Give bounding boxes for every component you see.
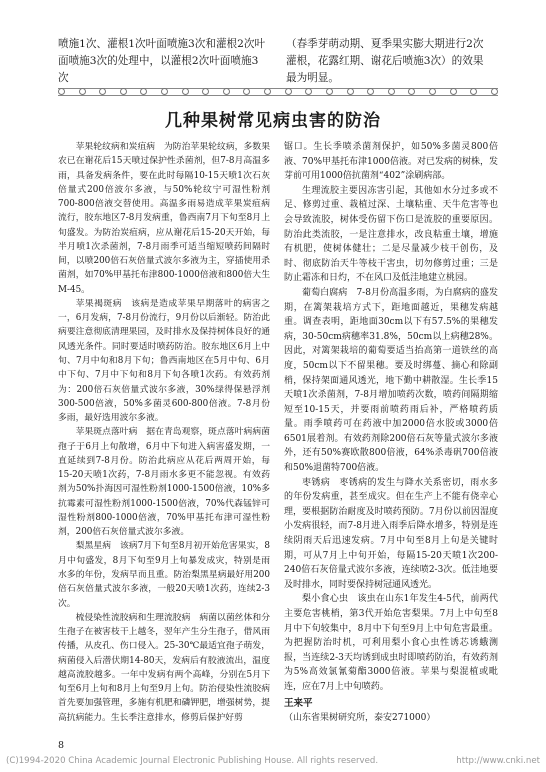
divider-dot	[99, 88, 106, 95]
paragraph-pear-scab: 梨黑星病 该病7月下旬至8月初开始危害果实，8月中旬盛发，8月下旬至9月上旬暴发成灾，特别是雨水多的年份，发病早而且重。防治梨黑星病最好用200倍石灰倍量式波尔多液，一般20天喷1次药，连续2-3次。	[58, 541, 270, 609]
paragraph-peach-gummosis: 梳侵染性流胶病和生理流胶病 病菌以菌丝体和分生孢子在被害枝干上越冬，翌年产生分生孢子，借风雨传播，从皮孔、伤口侵入。25-30℃最适宜孢子萌发，病菌侵入后潜伏期14-80天，发病后有胶液流出，温度越高流胶越多。一年中发病有两个高峰，分别在5月下旬至6月上旬和8月上旬至9月上旬。防治侵染性流胶病首先要加强管理，多施有机肥和磷钾肥，增强树势，提高抗病能力。生长季注意排水，修剪后保护好剪	[58, 612, 270, 723]
divider-dots	[58, 86, 498, 96]
continuation-text-right: （春季芽萌动期、夏季果实膨大期进行2次灌根，花露红期、谢花后喷施3次）的效果最为明显。	[286, 38, 484, 84]
divider-dot	[79, 88, 86, 95]
paragraph-jujube-rust: 枣锈病 枣锈病的发生与降水关系密切，雨水多的年份发病重，甚至成灾。但在生产上不能有侥幸心理，要根据防治耐度及时喷药预防。7月份以前因湿度小发病很轻，而7-8月进入雨季后降水增多，特别是连续阴雨天后迅速发病。7月中旬至8月上旬是关键时期，可从7月上中旬开始，每隔15-20天喷1次200-240倍石灰倍量式波尔多液，连续喷2-3次。低洼地要及时排水，同时要保持树冠通风透光。	[284, 477, 498, 590]
author-name: 王来平	[284, 697, 313, 709]
divider-dot	[450, 88, 457, 95]
divider-dot	[161, 88, 168, 95]
footer-copyright: (C)1994-2020 China Academic Journal Electronic Publishing House. All rights reserved.	[6, 756, 379, 766]
divider-dot	[223, 88, 230, 95]
paragraph-apple-ring-rot: 苹果轮纹病和炭疽病 为防治苹果轮纹病，多数果农已在谢花后15天喷过保护性杀菌剂，但7-8月高温多雨，具备发病条件，要在此时每隔10-15天喷1次石灰倍量式200倍波尔多液，与50%轮纹宁可湿性粉剂700-800倍液交替使用。高温多雨易造成苹果炭疽病流行，胶东地区7-8月发病重，鲁西南7月下旬至8月上旬盛发。为防治炭疽病，应从谢花后15-20天开始，每半月喷1次杀菌剂，7-8月雨季可适当缩短喷药间隔时间，以喷200倍石灰倍量式波尔多液为主，穿插使用杀菌剂，如70%甲基托布津800-1000倍液和800倍大生M-45。	[58, 142, 270, 295]
paragraph-grape-white-rot: 葡萄白腐病 7-8月份高温多雨，为白腐病的盛发期，在篱架栽培方式下，距地面越近，果穗发病越重。调查表明，距地面30cm以下有57.5%的果穗发病，30-50cm病穗率31.8%，50cm以上病穗28%。因此，对篱架栽培的葡萄要适当抬高第一道铁丝的高度，50cm以下不留果穗。要及时绑蔓、摘心和除副梢，保持架面通风透光，地下勤中耕散湿。生长季15天喷1次杀菌剂，7-8月增加喷药次数，喷药间隔期缩短至10-15天，并要雨前喷药雨后补，严格喷药质量。雨季喷药可在药液中加2000倍水胶或3000倍6501展着剂。有效药剂除200倍石灰等量式波尔多液外，还有50%赛欧散800倍液，64%杀毒矾700倍液和50%退菌特700倍液。	[284, 287, 498, 474]
divider-dot	[182, 88, 189, 95]
divider-dot	[429, 88, 436, 95]
paragraph-physiological-gummosis: 生理流胶主要因冻害引起，其他如水分过多或不足、修剪过重、栽植过深、土壤粘重、天牛危害等也会导致流胶，树体受伤留下伤口是流胶的重要原因。防治此类流胶，一是注意排水，改良粘重土壤，增施有机肥，使树体健壮；二是尽量减少枝干创伤，及时、彻底防治天牛等枝干害虫，切勿修剪过重；三是防止霜冻和日灼，不在风口及低洼地建立桃园。	[284, 185, 498, 284]
page-number: 8	[58, 740, 65, 751]
paragraph-apple-brown-spot: 苹果褐斑病 该病是造成苹果早期落叶的病害之一，6月发病，7-8月份流行，9月份以后渐轻。防治此病要注意彻底清理果园，及时排水及保持树体良好的通风透光条件。同时要适时喷药防治。胶东地区6月上中旬、7月中旬和8月下旬；鲁西南地区在5月中旬、6月中下旬、7月中下旬和8月下旬各喷1次药。有效药剂为：200倍石灰倍量式波尔多液，30%绿得保悬浮剂300-500倍液，50%多菌灵600-800倍液。7-8月份多雨，最好选用波尔多液。	[58, 298, 270, 424]
body-column-left	[58, 140, 270, 725]
divider-dot	[347, 88, 354, 95]
divider-dot	[491, 88, 498, 95]
article-title: 几种果树常见病虫害的防治	[165, 111, 381, 131]
divider-dot	[367, 88, 374, 95]
body-column-right	[284, 140, 498, 726]
divider-dot	[58, 88, 65, 95]
paragraph-oriental-fruit-moth: 梨小食心虫 该虫在山东1年发生4-5代，前两代主要危害桃梢，第3代开始危害梨果。7月上中旬至8月中下旬较集中，8月中下旬至9月上中旬危害最重。为把握防治时机，可利用梨小食心虫性诱芯诱蛾测报，当连续2-3天均诱到成虫时即喷药防治，有效药剂为5%高效氯氰菊酯3000倍液。苹果与梨混植或毗连，应在7月上中旬喷药。	[284, 594, 498, 692]
divider-dot	[264, 88, 271, 95]
divider-dot	[470, 88, 477, 95]
divider-dot	[388, 88, 395, 95]
footer-url: http://www.cnki.net	[456, 756, 540, 766]
divider-dot	[285, 88, 292, 95]
divider-dot	[305, 88, 312, 95]
divider-dot	[120, 88, 127, 95]
continuation-text-left: 喷施1次、灌根1次叶面喷施3次和灌根2次叶面喷施3次的处理中，以灌根2次叶面喷施3次	[58, 38, 266, 84]
divider-dot	[140, 88, 147, 95]
paragraph-apple-leaf-spot: 苹果斑点落叶病 据在青岛观察，斑点落叶病病菌孢子于6月上旬散增，6月中下旬进入病害盛发期，一直延续到7-8月份。防治此病应从花后两周开始，每15-20天喷1次药，7-8月雨水多更不能忽视。有效药剂为50%扑海因可湿性粉剂1000-1500倍液，10%多抗霉素可湿性粉剂1000-1500倍液，70%代森锰锌可湿性粉剂800-1000倍液，70%甲基托布津可湿性粉剂，200倍石灰倍量式波尔多液。	[58, 427, 270, 538]
divider-dot	[326, 88, 333, 95]
copyright-footer	[6, 756, 540, 766]
author-affiliation: （山东省果树研究所，泰安271000）	[284, 713, 436, 724]
divider-dot	[243, 88, 250, 95]
divider-dot	[202, 88, 209, 95]
paragraph-gummosis-continued: 锯口。生长季喷杀菌剂保护，如50%多菌灵800倍液、70%甲基托布津1000倍液。对已发病的树株，发芽前可用1000倍抗菌剂“402”涂刷病部。	[284, 142, 498, 182]
previous-article-continuation	[58, 36, 498, 88]
divider-dot	[408, 88, 415, 95]
